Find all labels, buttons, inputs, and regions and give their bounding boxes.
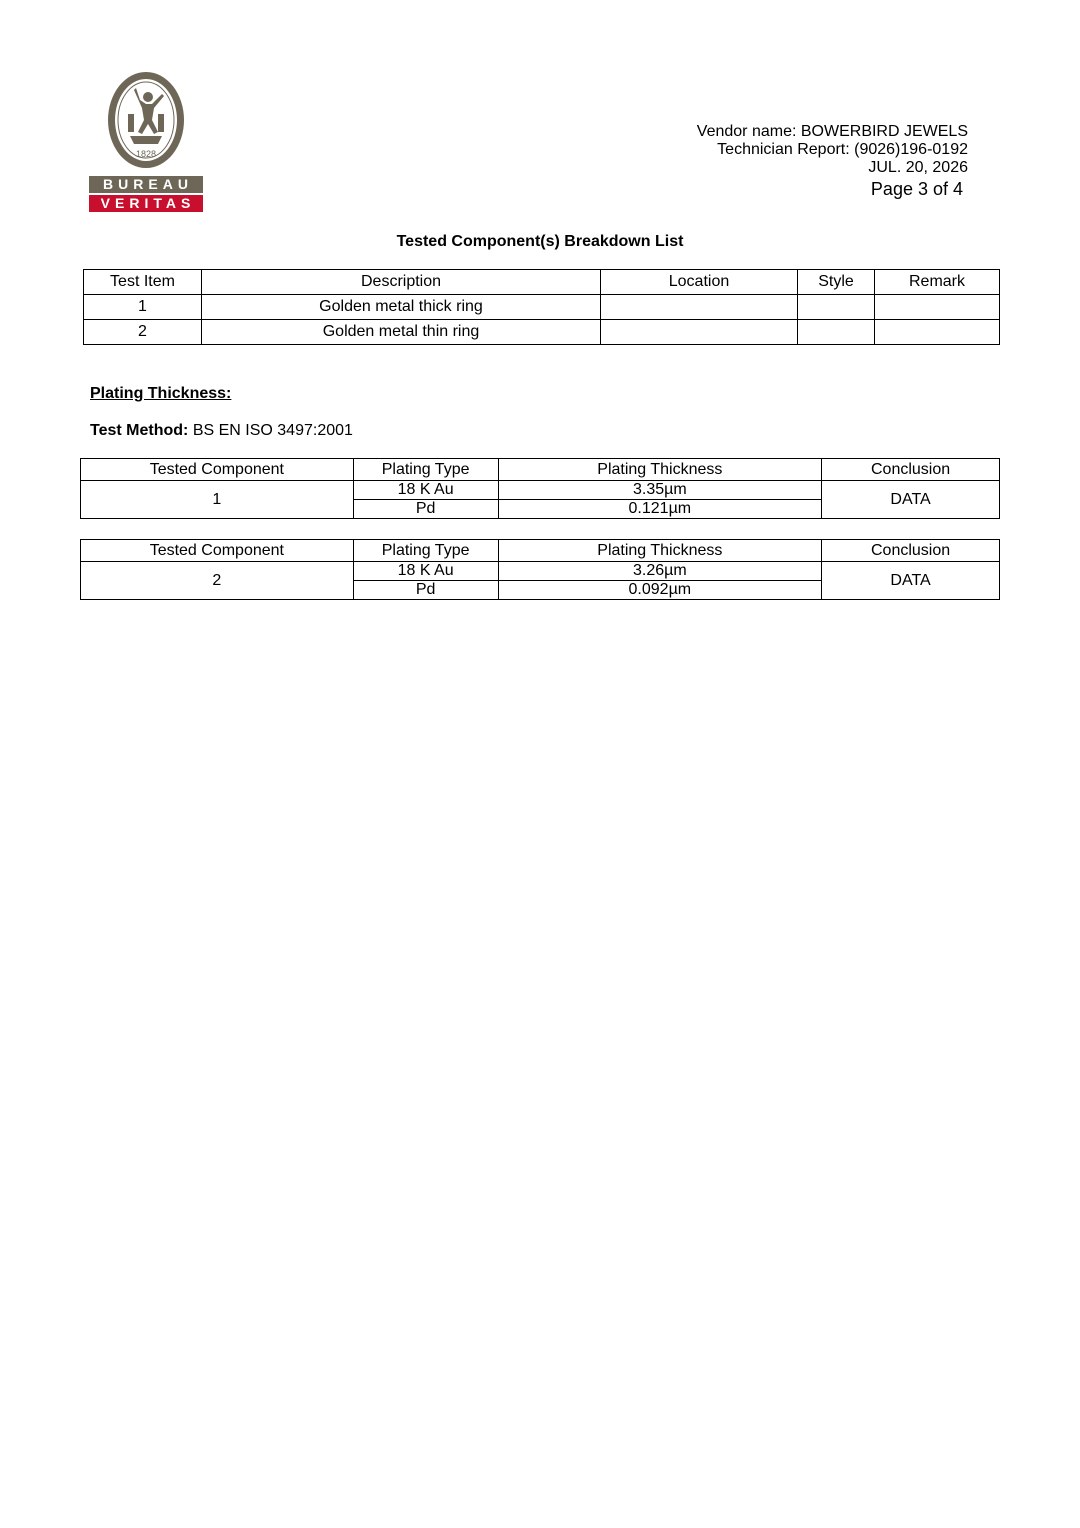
test-item-cell: 1 [84,295,202,320]
remark-cell [875,320,1000,345]
table-row [81,562,1000,581]
test-method-value: BS EN ISO 3497:2001 [192,422,353,439]
logo-band-veritas: VERITAS [89,195,203,212]
column-header: Remark [875,270,1000,295]
style-cell [798,320,875,345]
vendor-name: Vendor name: BOWERBIRD JEWELS [696,123,968,140]
column-header: Tested Component [81,459,354,481]
column-header: Plating Type [353,540,498,562]
plating-thickness-cell: 3.26µm [498,562,822,581]
location-cell [601,320,798,345]
column-header: Style [798,270,875,295]
plating-thickness-heading: Plating Thickness: [90,385,232,402]
table-row [81,481,1000,500]
component-cell: 2 [81,562,354,600]
breakdown-table [83,269,1000,345]
plating-table-2 [80,539,1000,600]
table-header-row [84,270,1000,295]
style-cell [798,295,875,320]
column-header: Conclusion [822,540,1000,562]
technician-report: Technician Report: (9026)196-0192 [717,141,968,158]
plating-type-cell: 18 K Au [353,481,498,500]
column-header: Plating Thickness [498,459,822,481]
table-header-row [81,540,1000,562]
table-row [84,295,1000,320]
column-header: Description [202,270,601,295]
test-item-cell: 2 [84,320,202,345]
description-cell: Golden metal thick ring [202,295,601,320]
column-header: Tested Component [81,540,354,562]
page-number: Page 3 of 4 [870,179,963,199]
report-date: JUL. 20, 2026 [868,159,968,176]
breakdown-title: Tested Component(s) Breakdown List [396,233,684,250]
column-header: Location [601,270,798,295]
plating-type-cell: Pd [353,500,498,519]
remark-cell [875,295,1000,320]
plating-table-1 [80,458,1000,519]
bureau-veritas-logo [89,70,203,214]
column-header: Plating Thickness [498,540,822,562]
table-row [84,320,1000,345]
plating-type-cell: Pd [353,581,498,600]
logo-band-bureau: BUREAU [89,176,203,193]
test-method [90,422,353,440]
component-cell: 1 [81,481,354,519]
column-header: Test Item [84,270,202,295]
plating-thickness-cell: 3.35µm [498,481,822,500]
test-method-label: Test Method: [90,422,189,439]
table-header-row [81,459,1000,481]
description-cell: Golden metal thin ring [202,320,601,345]
column-header: Conclusion [822,459,1000,481]
seal-icon [106,70,186,170]
location-cell [601,295,798,320]
column-header: Plating Type [353,459,498,481]
conclusion-cell: DATA [822,562,1000,600]
plating-thickness-cell: 0.092µm [498,581,822,600]
plating-thickness-cell: 0.121µm [498,500,822,519]
conclusion-cell: DATA [822,481,1000,519]
report-header [697,123,968,201]
plating-type-cell: 18 K Au [353,562,498,581]
seal-year: 1828 [135,149,157,159]
